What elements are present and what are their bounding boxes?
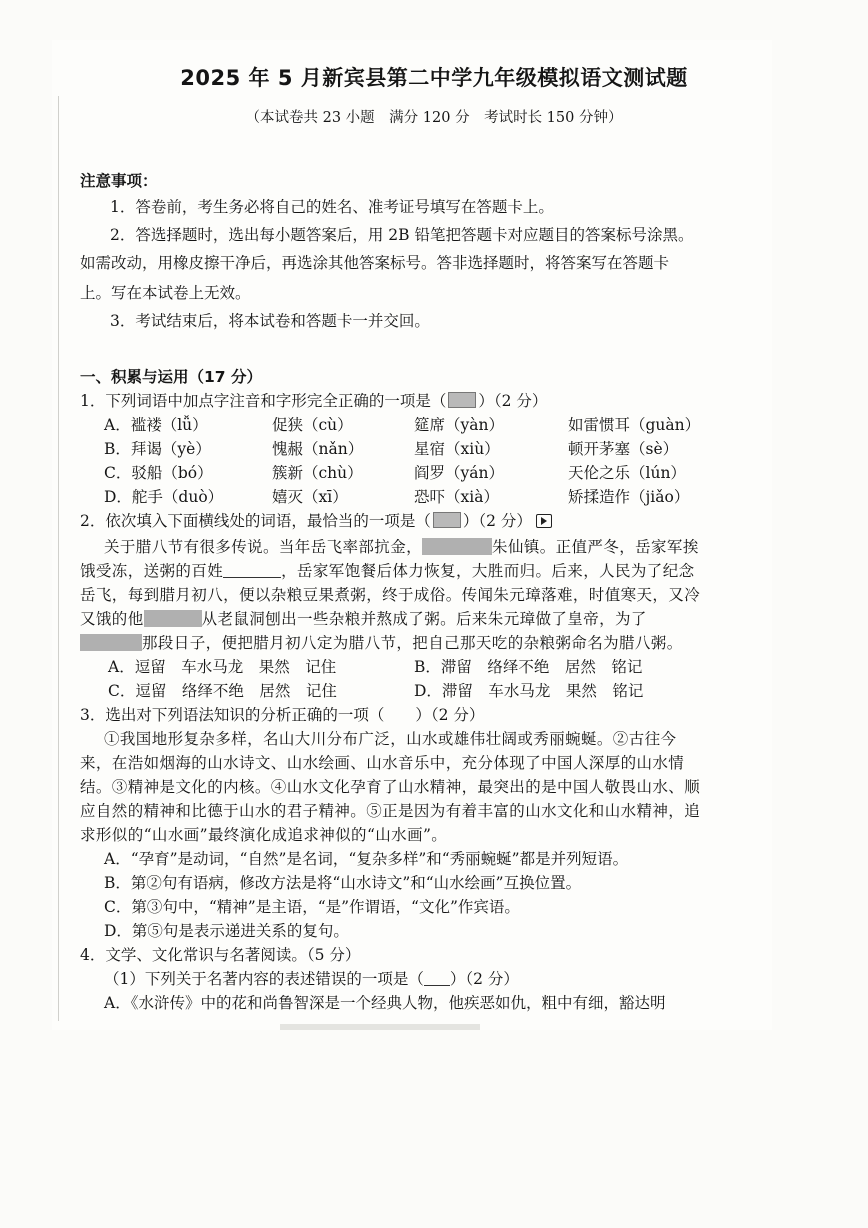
q1-row-d-3: 恐吓（xià） [414,488,499,506]
q2-passage-text: 朱仙镇。正值严冬，岳家军挨 [492,538,699,556]
q1-row-c-4: 天伦之乐（lún） [568,464,686,482]
q3-passage-line-3: 结。③精神是文化的内核。④山水文化孕育了山水精神，最突出的是中国人敬畏山水、顺 [80,778,701,796]
q1-row-a-1: A．褴褛（lǚ） [104,416,208,434]
notice-item-2-line-1: 2．答选择题时，选出每小题答案后，用 2B 铅笔把答题卡对应题目的答案标号涂黑。 [110,226,694,244]
notice-item-2-line-2: 如需改动，用橡皮擦干净后，再选涂其他答案标号。答非选择题时，将答案写在答题卡 [80,254,670,272]
q1-row-a-4: 如雷惯耳（guàn） [568,416,701,434]
q2-option-d: D．滞留 车水马龙 果然 铭记 [414,682,644,700]
q1-stem [80,390,547,412]
q3-passage-line-1: ①我国地形复杂多样，名山大川分布广泛，山水或雄伟壮阔或秀丽蜿蜒。②古往今 [104,730,677,748]
q2-passage-line-2 [80,560,695,582]
answer-blank [424,969,450,986]
q2-passage-line-3: 岳飞，每到腊月初八，便以杂粮豆果煮粥，终于成俗。传闻朱元璋落难，时值寒天，又冷 [80,586,701,604]
q2-option-a: A．逗留 车水马龙 果然 记住 [108,658,337,676]
q3-passage-line-4: 应自然的精神和比德于山水的君子精神。⑤正是因为有着丰富的山水文化和山水精神，追 [80,802,701,820]
q1-row-a-3: 筵席（yàn） [414,416,504,434]
q2-passage-text: 那段日子，便把腊月初八定为腊八节，把自己那天吃的杂粮粥命名为腊八粥。 [142,634,683,652]
q1-row-d-1: D．舵手（duò） [104,488,224,506]
q4-sub1-stem [104,968,519,990]
q1-row-c-3: 阎罗（yán） [414,464,504,482]
q1-row-b-3: 星宿（xiù） [414,440,500,458]
q1-row-b-1: B．拜谒（yè） [104,440,211,458]
q2-stem-text: 2．依次填入下面横线处的词语，最恰当的一项是（ [80,512,431,530]
q2-passage-text: 又饿的他 [80,610,144,628]
q2-passage-text: 从老鼠洞刨出一些杂粮并熬成了粥。后来朱元璋做了皇帝，为了 [201,610,647,628]
q2-passage-text: 饿受冻，送粥的百姓 [80,562,224,580]
q1-row-a-2: 促狭（cù） [272,416,353,434]
q4-stem: 4．文学、文化常识与名著阅读。（5 分） [80,946,361,964]
q2-passage-line-1 [104,536,699,558]
q2-passage-line-4 [80,608,647,630]
q3-passage-line-2: 来，在浩如烟海的山水诗文、山水绘画、山水音乐中，充分体现了中国人深厚的山水情 [80,754,685,772]
q3-option-b: B．第②句有语病，修改方法是将“山水诗文”和“山水绘画”互换位置。 [104,874,582,892]
q3-option-a: A．“孕育”是动词，“自然”是名词，“复杂多样”和“秀丽蜿蜒”都是并列短语。 [104,850,629,868]
binding-margin-line [58,96,59,1021]
q2-passage-line-5 [80,632,683,654]
q2-stem-points: ）（2 分） [462,512,532,530]
q4-sub1-option-a: A．《水浒传》中的花和尚鲁智深是一个经典人物，他疾恶如仇，粗中有细，豁达明 [104,994,666,1012]
q1-row-d-4: 矫揉造作（jiǎo） [568,488,690,506]
q1-row-b-2: 愧赧（nǎn） [272,440,364,458]
q1-row-c-2: 簇新（chù） [272,464,363,482]
notice-item-2-line-3: 上。写在本试卷上无效。 [80,284,251,302]
q2-passage-text: 关于腊八节有很多传说。当年岳飞率部抗金， [104,538,423,556]
q3-passage-line-5: 求形似的“山水画”最终演化成追求神似的“山水画”。 [80,826,448,844]
page-bottom-smudge [280,1024,480,1030]
q2-option-c: C．逗留 络绎不绝 居然 记住 [108,682,337,700]
q3-stem: 3．选出对下列语法知识的分析正确的一项（ ）（2 分） [80,706,485,724]
q3-option-c: C．第③句中，“精神”是主语，“是”作谓语，“文化”作宾语。 [104,898,520,916]
q2-passage-text: ，岳家军饱餐后体力恢复，大胜而归。后来，人民为了纪念 [281,562,695,580]
notice-item-3: 3．考试结束后，将本试卷和答题卡一并交回。 [110,312,430,330]
fill-blank [80,634,142,651]
q1-row-c-1: C．驳船（bó） [104,464,213,482]
q4-sub1-points: ）（2 分） [449,970,519,988]
notice-item-1: 1．答卷前，考生务必将自己的姓名、准考证号填写在答题卡上。 [110,198,554,216]
q1-stem-points: ）（2 分） [478,392,548,410]
play-icon [536,514,552,528]
exam-title: 2025 年 5 月新宾县第二中学九年级模拟语文测试题 [180,66,688,90]
notice-heading: 注意事项： [80,172,158,190]
exam-subtitle: （本试卷共 23 小题 满分 120 分 考试时长 150 分钟） [245,110,623,126]
q3-option-d: D．第⑤句是表示递进关系的复句。 [104,922,349,940]
q1-row-b-4: 顿开茅塞（sè） [568,440,679,458]
q1-row-d-2: 嬉灭（xī） [272,488,348,506]
q4-sub1-text: （1）下列关于名著内容的表述错误的一项是（ [104,970,424,988]
q2-stem [80,510,552,532]
fill-blank [223,561,281,578]
q2-option-b: B．滞留 络绎不绝 居然 铭记 [414,658,643,676]
answer-blank [448,392,476,408]
section-1-heading: 一、积累与运用（17 分） [80,368,262,386]
fill-blank [144,610,202,627]
fill-blank [422,538,492,555]
q1-stem-text: 1．下列词语中加点字注音和字形完全正确的一项是（ [80,392,447,410]
answer-blank [433,512,461,528]
